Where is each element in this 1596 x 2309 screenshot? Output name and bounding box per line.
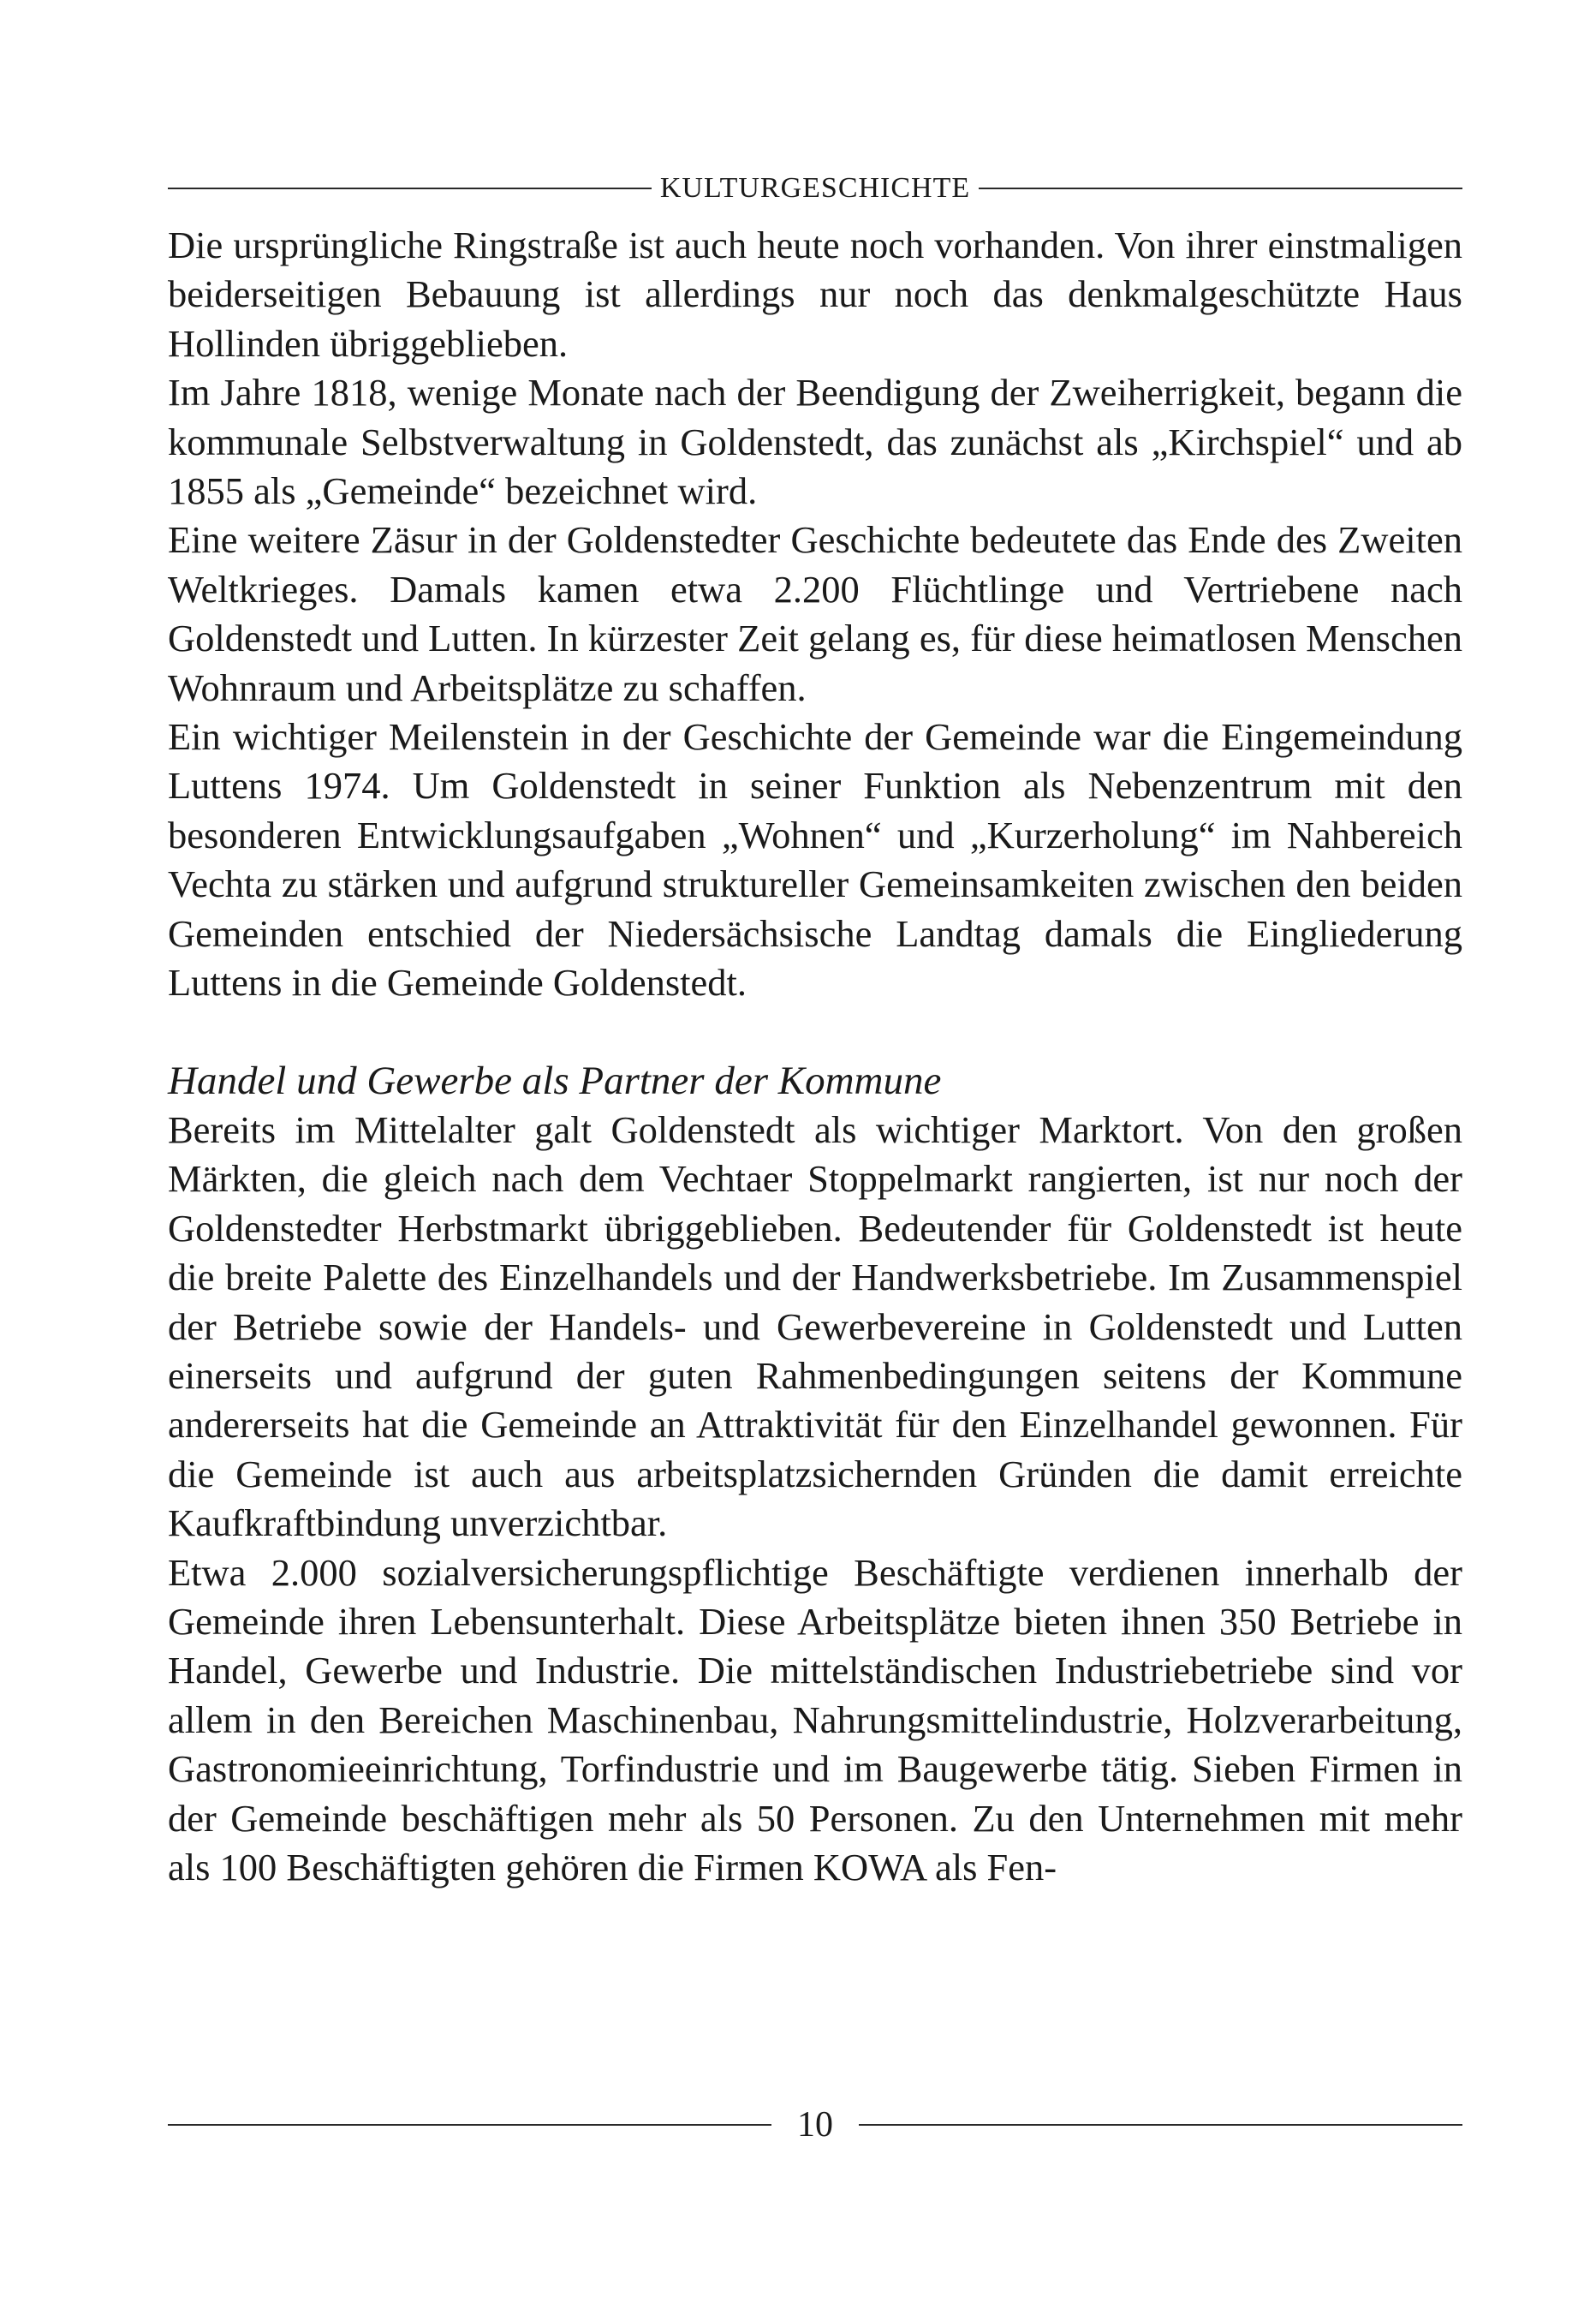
header-rule-right — [979, 188, 1462, 189]
page-number: 10 — [797, 2105, 833, 2145]
page-footer — [168, 2103, 1462, 2146]
paragraph: Bereits im Mittelalter galt Goldenstedt als wichtiger Marktort. Von den großen Märkten, die gleich nach dem Vechtaer Stoppelmarkt rangierten, ist nur noch der Goldenstedter Herbstmarkt übriggeblieben. Bedeutender für Goldenstedt ist heute die breite Palette des Einzelhandels und der Handwerksbetriebe. Im Zusammenspiel der Betriebe sowie der Handels- und Gewerbevereine in Goldenstedt und Lutten einerseits und aufgrund der guten Rahmenbedingungen seitens der Kommune andererseits hat die Gemeinde an Attraktivität für den Einzelhandel gewonnen. Für die Gemeinde ist auch aus arbeitsplatzsichernden Gründen die damit erreichte Kaufkraftbindung unverzichtbar. — [168, 1107, 1462, 1545]
book-page — [168, 163, 1462, 2244]
running-title: KULTURGESCHICHTE — [659, 172, 971, 204]
paragraph: Die ursprüngliche Ringstraße ist auch heute noch vorhanden. Von ihrer einstmaligen beiderseitigen Bebauung ist allerdings nur noch das denkmalgeschützte Haus Hollinden übriggeblieben. — [168, 224, 1462, 365]
footer-rule-left — [168, 2124, 771, 2126]
header-rule-left — [168, 188, 652, 189]
paragraph: Eine weitere Zäsur in der Goldenstedter Geschichte bedeutete das Ende des Zweiten Weltkrieges. Damals kamen etwa 2.200 Flüchtlinge und Vertriebene nach Goldenstedt und Lutten. In kürzester Zeit gelang es, für diese heimatlosen Menschen Wohnraum und Arbeitsplätze zu schaffen. — [168, 518, 1462, 709]
paragraph: Ein wichtiger Meilenstein in der Geschichte der Gemeinde war die Eingemeindung Luttens 1974. Um Goldenstedt in seiner Funktion als Nebenzentrum mit den besonderen Entwicklungsaufgaben „Wohnen“ und „Kurzerholung“ im Nahbereich Vechta zu stärken und aufgrund struktureller Gemeinsamkeiten zwischen den beiden Gemeinden entschied der Niedersächsische Landtag damals die Eingliederung Luttens in die Gemeinde Goldenstedt. — [168, 715, 1462, 1005]
footer-rule-right — [859, 2124, 1462, 2126]
running-header — [168, 163, 1462, 214]
body-text — [168, 221, 1462, 1892]
paragraph: Etwa 2.000 sozialversicherungspflichtige Beschäftigte verdienen innerhalb der Gemeinde ihren Lebensunterhalt. Diese Arbeitsplätze bieten ihnen 350 Betriebe in Handel, Gewerbe und Industrie. Die mittelständischen Industriebetriebe sind vor allem in den Bereichen Maschinenbau, Nahrungsmittelindustrie, Holzverarbeitung, Gastronomieeinrichtung, Torfindustrie und im Baugewerbe tätig. Sieben Firmen in der Gemeinde beschäftigen mehr als 50 Personen. Zu den Unternehmen mit mehr als 100 Beschäftigten gehören die Firmen KOWA als Fen- — [168, 1550, 1462, 1888]
paragraph: Im Jahre 1818, wenige Monate nach der Beendigung der Zweiherrigkeit, begann die kommunale Selbstverwaltung in Goldenstedt, das zunächst als „Kirchspiel“ und ab 1855 als „Gemeinde“ bezeichnet wird. — [168, 371, 1462, 513]
section-heading: Handel und Gewerbe als Partner der Kommune — [168, 1058, 942, 1103]
